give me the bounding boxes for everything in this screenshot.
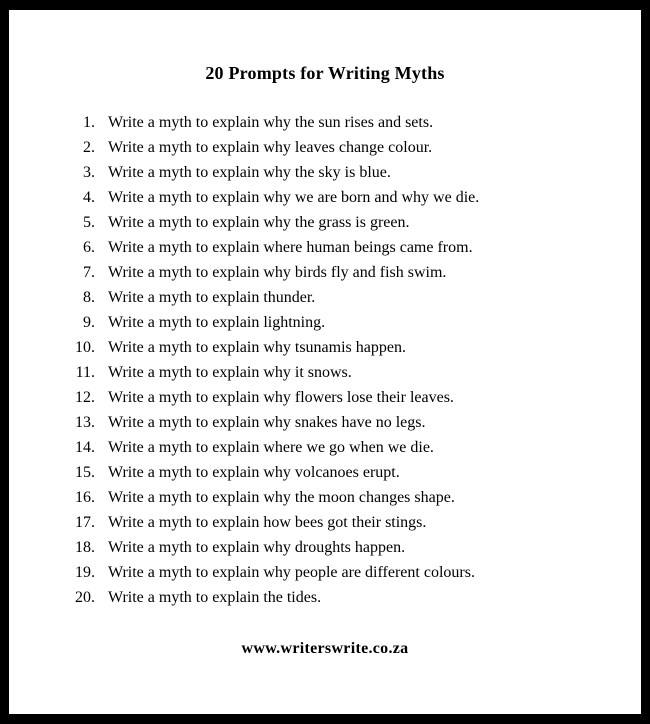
item-number: 10. <box>75 339 95 356</box>
item-text: Write a myth to explain lightning. <box>108 314 326 331</box>
item-number: 1. <box>83 114 95 131</box>
item-number: 12. <box>75 389 95 406</box>
item-number: 20. <box>75 589 95 606</box>
item-text: Write a myth to explain why the sky is blue. <box>108 164 391 181</box>
item-text: Write a myth to explain why droughts happen. <box>108 539 406 556</box>
item-text: Write a myth to explain why the sun rises and sets. <box>108 114 434 131</box>
item-text: Write a myth to explain why tsunamis happen. <box>108 339 406 356</box>
item-text: Write a myth to explain why volcanoes erupt. <box>108 464 400 481</box>
item-text: Write a myth to explain thunder. <box>108 289 316 306</box>
item-text: Write a myth to explain why snakes have no legs. <box>108 414 426 431</box>
item-text: Write a myth to explain why birds fly and fish swim. <box>108 264 447 281</box>
item-number: 15. <box>75 464 95 481</box>
page-title: 20 Prompts for Writing Myths <box>205 63 445 83</box>
item-text: Write a myth to explain why we are born and why we die. <box>108 189 480 206</box>
item-number: 11. <box>75 364 95 381</box>
item-text: Write a myth to explain why the moon changes shape. <box>108 489 455 506</box>
item-number: 2. <box>83 139 95 156</box>
item-number: 16. <box>75 489 95 506</box>
item-text: Write a myth to explain where we go when we die. <box>108 439 434 456</box>
item-text: Write a myth to explain why flowers lose their leaves. <box>108 389 454 406</box>
item-number: 7. <box>83 264 95 281</box>
item-text: Write a myth to explain why people are different colours. <box>108 564 475 581</box>
item-number: 4. <box>83 189 95 206</box>
item-number: 9. <box>83 314 95 331</box>
item-number: 19. <box>75 564 95 581</box>
item-number: 6. <box>83 239 95 256</box>
item-number: 14. <box>75 439 95 456</box>
item-number: 18. <box>75 539 95 556</box>
item-number: 3. <box>83 164 95 181</box>
document-page <box>9 10 641 714</box>
item-number: 5. <box>83 214 95 231</box>
item-text: Write a myth to explain the tides. <box>108 589 322 606</box>
item-text: Write a myth to explain why leaves change colour. <box>108 139 433 156</box>
item-text: Write a myth to explain where human beings came from. <box>108 239 473 256</box>
item-text: Write a myth to explain how bees got their stings. <box>108 514 427 531</box>
website-url: www.writerswrite.co.za <box>241 640 409 657</box>
item-text: Write a myth to explain why it snows. <box>108 364 352 381</box>
item-number: 13. <box>75 414 95 431</box>
item-number: 8. <box>83 289 95 306</box>
item-number: 17. <box>75 514 95 531</box>
item-text: Write a myth to explain why the grass is green. <box>108 214 410 231</box>
